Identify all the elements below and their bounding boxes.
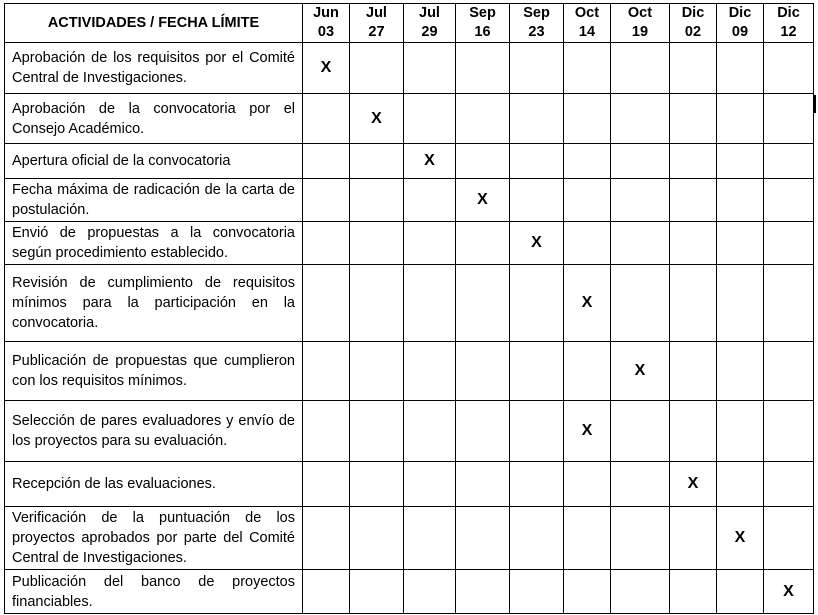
activity-label: Apertura oficial de la convocatoria	[5, 144, 303, 179]
schedule-cell	[717, 342, 764, 401]
schedule-cell	[404, 342, 456, 401]
date-header: Oct 14	[564, 4, 611, 43]
schedule-cell	[303, 342, 350, 401]
schedule-cell	[404, 222, 456, 265]
table-row	[5, 179, 814, 222]
date-header: Jul 29	[404, 4, 456, 43]
date-header: Oct 19	[611, 4, 670, 43]
schedule-cell	[670, 222, 717, 265]
activity-label: Envió de propuestas a la convocatoria según procedimiento establecido.	[5, 222, 303, 265]
activity-label: Aprobación de la convocatoria por el Consejo Académico.	[5, 94, 303, 144]
schedule-cell	[670, 265, 717, 342]
table-row	[5, 222, 814, 265]
schedule-cell	[350, 179, 404, 222]
schedule-cell	[611, 179, 670, 222]
schedule-cell	[350, 342, 404, 401]
schedule-cell	[564, 222, 611, 265]
table-row	[5, 342, 814, 401]
activity-label: Aprobación de los requisitos por el Comité Central de Investigaciones.	[5, 43, 303, 94]
schedule-cell	[611, 144, 670, 179]
schedule-mark: X	[764, 570, 814, 614]
schedule-cell	[764, 342, 814, 401]
schedule-cell	[303, 222, 350, 265]
schedule-cell	[564, 342, 611, 401]
schedule-cell	[510, 570, 564, 614]
schedule-cell	[510, 43, 564, 94]
schedule-cell	[764, 144, 814, 179]
schedule-cell	[670, 94, 717, 144]
schedule-cell	[764, 179, 814, 222]
schedule-cell	[510, 144, 564, 179]
activity-label: Publicación del banco de proyectos financiables.	[5, 570, 303, 614]
date-header: Dic 09	[717, 4, 764, 43]
schedule-cell	[717, 43, 764, 94]
activity-label: Verificación de la puntuación de los proyectos aprobados por parte del Comité Central de Investigaciones.	[5, 507, 303, 570]
schedule-cell	[456, 570, 510, 614]
schedule-cell	[303, 570, 350, 614]
schedule-cell	[404, 265, 456, 342]
schedule-cell	[350, 570, 404, 614]
schedule-cell	[456, 462, 510, 507]
schedule-cell	[764, 507, 814, 570]
schedule-cell	[764, 43, 814, 94]
schedule-mark: X	[717, 507, 764, 570]
schedule-cell	[717, 222, 764, 265]
schedule-cell	[611, 462, 670, 507]
activity-label: Fecha máxima de radicación de la carta de postulación.	[5, 179, 303, 222]
schedule-cell	[510, 462, 564, 507]
schedule-table	[4, 3, 814, 614]
schedule-cell	[303, 179, 350, 222]
schedule-mark: X	[670, 462, 717, 507]
schedule-cell	[564, 144, 611, 179]
schedule-cell	[456, 342, 510, 401]
schedule-cell	[717, 179, 764, 222]
table-row	[5, 265, 814, 342]
schedule-cell	[456, 222, 510, 265]
schedule-cell	[350, 507, 404, 570]
schedule-cell	[510, 342, 564, 401]
schedule-cell	[564, 94, 611, 144]
schedule-cell	[404, 570, 456, 614]
schedule-cell	[611, 94, 670, 144]
schedule-cell	[717, 401, 764, 462]
schedule-cell	[404, 179, 456, 222]
schedule-cell	[303, 144, 350, 179]
schedule-cell	[670, 570, 717, 614]
schedule-cell	[456, 43, 510, 94]
schedule-cell	[350, 222, 404, 265]
schedule-cell	[670, 179, 717, 222]
schedule-cell	[764, 401, 814, 462]
schedule-cell	[564, 570, 611, 614]
schedule-cell	[303, 401, 350, 462]
table-row	[5, 462, 814, 507]
schedule-cell	[404, 94, 456, 144]
schedule-cell	[611, 222, 670, 265]
schedule-cell	[717, 462, 764, 507]
schedule-mark: X	[303, 43, 350, 94]
schedule-cell	[611, 570, 670, 614]
schedule-cell	[404, 401, 456, 462]
activity-label: Recepción de las evaluaciones.	[5, 462, 303, 507]
date-header: Jun 03	[303, 4, 350, 43]
schedule-cell	[303, 265, 350, 342]
schedule-cell	[510, 265, 564, 342]
table-row	[5, 43, 814, 94]
date-header: Sep 16	[456, 4, 510, 43]
schedule-cell	[564, 43, 611, 94]
schedule-cell	[717, 144, 764, 179]
schedule-mark: X	[510, 222, 564, 265]
schedule-cell	[564, 462, 611, 507]
table-row	[5, 570, 814, 614]
schedule-cell	[404, 507, 456, 570]
schedule-cell	[670, 401, 717, 462]
schedule-cell	[350, 265, 404, 342]
schedule-cell	[350, 144, 404, 179]
schedule-cell	[510, 507, 564, 570]
activity-label: Selección de pares evaluadores y envío de los proyectos para su evaluación.	[5, 401, 303, 462]
schedule-cell	[717, 570, 764, 614]
schedule-cell	[350, 401, 404, 462]
schedule-cell	[456, 507, 510, 570]
schedule-cell	[717, 94, 764, 144]
schedule-cell	[404, 462, 456, 507]
page-edge-marker	[814, 95, 816, 113]
schedule-cell	[350, 43, 404, 94]
table-row	[5, 507, 814, 570]
activity-label: Publicación de propuestas que cumplieron con los requisitos mínimos.	[5, 342, 303, 401]
schedule-cell	[303, 462, 350, 507]
schedule-cell	[456, 401, 510, 462]
schedule-cell	[611, 43, 670, 94]
schedule-cell	[611, 265, 670, 342]
schedule-cell	[611, 507, 670, 570]
schedule-mark: X	[611, 342, 670, 401]
schedule-mark: X	[404, 144, 456, 179]
schedule-cell	[510, 94, 564, 144]
schedule-cell	[564, 179, 611, 222]
schedule-cell	[764, 222, 814, 265]
schedule-cell	[404, 43, 456, 94]
schedule-cell	[456, 94, 510, 144]
table-row	[5, 144, 814, 179]
schedule-mark: X	[456, 179, 510, 222]
schedule-cell	[303, 507, 350, 570]
schedule-cell	[303, 94, 350, 144]
schedule-cell	[670, 342, 717, 401]
schedule-cell	[564, 507, 611, 570]
schedule-cell	[456, 144, 510, 179]
date-header: Sep 23	[510, 4, 564, 43]
schedule-cell	[456, 265, 510, 342]
schedule-cell	[764, 462, 814, 507]
schedule-cell	[670, 507, 717, 570]
date-header: Dic 02	[670, 4, 717, 43]
activities-header: ACTIVIDADES / FECHA LÍMITE	[5, 4, 303, 43]
date-header: Jul 27	[350, 4, 404, 43]
schedule-cell	[510, 401, 564, 462]
schedule-cell	[350, 462, 404, 507]
schedule-cell	[510, 179, 564, 222]
schedule-mark: X	[564, 265, 611, 342]
schedule-cell	[670, 144, 717, 179]
schedule-cell	[611, 401, 670, 462]
schedule-cell	[717, 265, 764, 342]
header-row	[5, 4, 814, 43]
schedule-mark: X	[350, 94, 404, 144]
date-header: Dic 12	[764, 4, 814, 43]
table-row	[5, 401, 814, 462]
activity-rows	[5, 43, 814, 614]
activity-label: Revisión de cumplimiento de requisitos mínimos para la participación en la convocatoria.	[5, 265, 303, 342]
schedule-cell	[670, 43, 717, 94]
schedule-cell	[764, 94, 814, 144]
schedule-mark: X	[564, 401, 611, 462]
schedule-cell	[764, 265, 814, 342]
table-row	[5, 94, 814, 144]
